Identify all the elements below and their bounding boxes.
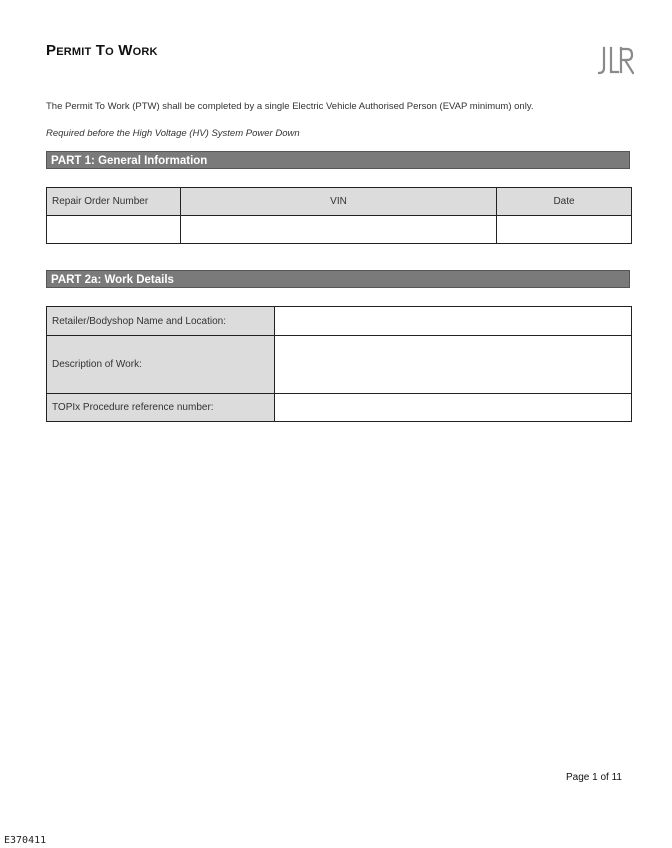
retailer-label: Retailer/Bodyshop Name and Location: xyxy=(47,307,275,336)
topix-label: TOPIx Procedure reference number: xyxy=(47,394,275,422)
part2a-heading: PART 2a: Work Details xyxy=(46,270,630,288)
vin-header: VIN xyxy=(181,188,497,216)
figure-id: E370411 xyxy=(4,835,47,846)
document-title: Permit To Work xyxy=(46,42,158,59)
topix-field[interactable] xyxy=(275,394,632,422)
vin-field[interactable] xyxy=(181,216,497,244)
table-row xyxy=(47,336,632,394)
repair-order-field[interactable] xyxy=(47,216,181,244)
page-number: Page 1 of 11 xyxy=(566,772,622,783)
general-info-table xyxy=(46,187,632,244)
part1-heading: PART 1: General Information xyxy=(46,151,630,169)
description-field[interactable] xyxy=(275,336,632,394)
intro-text: The Permit To Work (PTW) shall be completed by a single Electric Vehicle Authorised Person (EVAP minimum) only. xyxy=(46,101,534,112)
description-label: Description of Work: xyxy=(47,336,275,394)
table-row xyxy=(47,394,632,422)
date-field[interactable] xyxy=(497,216,632,244)
date-header: Date xyxy=(497,188,632,216)
table-header-row xyxy=(47,188,632,216)
repair-order-header: Repair Order Number xyxy=(47,188,181,216)
table-row xyxy=(47,216,632,244)
jlr-logo xyxy=(596,46,634,76)
work-details-table xyxy=(46,306,632,422)
retailer-field[interactable] xyxy=(275,307,632,336)
table-row xyxy=(47,307,632,336)
requirement-note: Required before the High Voltage (HV) System Power Down xyxy=(46,128,300,139)
